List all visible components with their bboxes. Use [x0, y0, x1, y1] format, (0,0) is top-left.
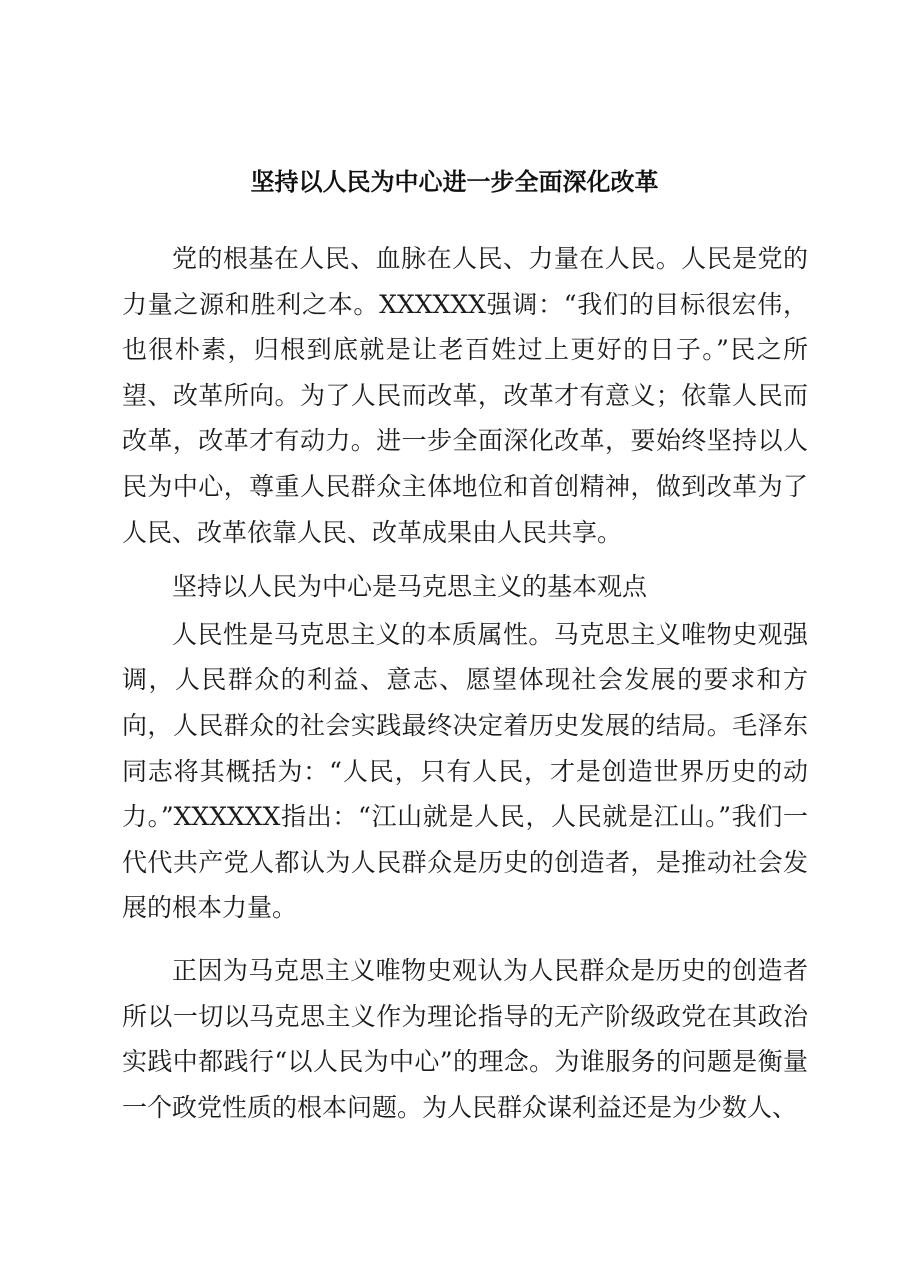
- section-heading: 坚持以人民为中心是马克思主义的基本观点: [172, 572, 648, 602]
- document-body: [122, 236, 808, 1130]
- document-title: 坚持以人民为中心进一步全面深化改革: [250, 167, 659, 196]
- paragraph-intro: 党的根基在人民、血脉在人民、力量在人民。人民是党的力量之源和胜利之本。XXXXXX强调：“我们的目标很宏伟，也很朴素，归根到底就是让老百姓过上更好的日子。”民之所望、改革所向。为了人民而改革，改革才有意义；依靠人民而改革，改革才有动力。进一步全面深化改革，要始终坚持以人民为中心，尊重人民群众主体地位和首创精神，做到改革为了人民、改革依靠人民、改革成果由人民共享。: [122, 244, 808, 547]
- paragraph-practice: 正因为马克思主义唯物史观认为人民群众是历史的创造者所以一切以马克思主义作为理论指导的无产阶级政党在其政治实践中都践行“以人民为中心”的理念。为谁服务的问题是衡量一个政党性质的根本问题。为人民群众谋利益还是为少数人、: [122, 955, 808, 1122]
- paragraph-marxism: 人民性是马克思主义的本质属性。马克思主义唯物史观强调，人民群众的利益、意志、愿望体现社会发展的要求和方向，人民群众的社会实践最终决定着历史发展的结局。毛泽东同志将其概括为：“人民，只有人民，才是创造世界历史的动力。”XXXXXX指出：“江山就是人民，人民就是江山。”我们一代代共产党人都认为人民群众是历史的创造者，是推动社会发展的根本力量。: [122, 619, 808, 923]
